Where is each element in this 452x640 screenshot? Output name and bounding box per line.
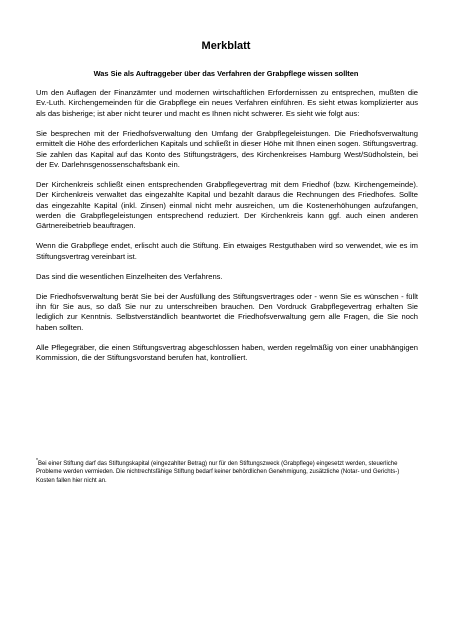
paragraph-stiftungsvertrag: Sie besprechen mit der Friedhofsverwaltung den Umfang der Grabpflegeleistungen. Die Friedhofsverwaltung ermittelt die Höhe des erforderlichen Kapitals und schließt in dieser Höhe mit Ihnen einen sogen. Stiftungsvertrag. Sie zahlen das Kapital auf das Konto des Stiftungsträgers, des Kirchenkreises Hamburg West/Südholstein, bei der Ev. Darlehnsgenossenschaftsbank ein.: [36, 128, 419, 169]
document-body: [36, 88, 418, 373]
paragraph-intro: Um den Auflagen der Finanzämter und modernen wirtschaftlichen Erfordernissen zu entsprechen, mußten die Ev.-Luth. Kirchengemeinden für die Grabpflege ein neues Verfahren einführen. Es sieht etwas komplizierter aus als das bisherige; ist aber nicht teurer und macht es Ihnen nicht schwerer. Es sieht wie folgt aus:: [36, 88, 418, 118]
footnote-text: Bei einer Stiftung darf das Stiftungskapital (eingezahlter Betrag) nur für den Stiftungszweck (Grabpflege) eingesetzt werden, steuerliche Probleme werden vermieden. Die nichtrechtsfähige Stiftung bedarf keiner behördlichen Genehmigung, zusätzliche (Notar- und Gerichts-) Kosten fallen hier nicht an.: [36, 461, 400, 484]
document-subtitle: Was Sie als Auftraggeber über das Verfahren der Grabpflege wissen sollten: [93, 69, 359, 78]
footnote: [36, 460, 418, 485]
paragraph-ende-grabpflege: Wenn die Grabpflege endet, erlischt auch die Stiftung. Ein etwaiges Restguthaben wird so verwendet, wie es im Stiftungsvertrag vereinbart ist.: [36, 241, 418, 261]
footnote-marker: *: [36, 458, 38, 464]
paragraph-beratung: Die Friedhofsverwaltung berät Sie bei der Ausfüllung des Stiftungsvertrages oder - wenn Sie es wünschen - füllt ihn für Sie aus, so daß Sie nur zu unterschreiben brauchen. Den Vordruck Grabpflegevertrag erhalten Sie lediglich zur Kenntnis. Selbstverständlich beantwortet die Friedhofsverwaltung gern alle Fragen, die Sie noch haben sollten.: [36, 291, 418, 332]
document-title: Merkblatt: [201, 40, 251, 52]
paragraph-kirchenkreis: Der Kirchenkreis schließt einen entsprechenden Grabpflegevertrag mit dem Friedhof (bzw. Kirchengemeinde). Der Kirchenkreis verwaltet das eingezahlte Kapital und bezahlt daraus die Rechnungen des Friedhofes. Sollte das eingezahlte Kapital (inkl. Zinsen) einmal nicht mehr ausreichen, um die Kostenerhöhungen aufzufangen, werden die Grabpflegeleistungen entsprechend reduziert. Der Kirchenkreis kann ggf. auch einen anderen Gärtnereibetrieb beauftragen.: [36, 179, 418, 231]
paragraph-kontrolle: Alle Pflegegräber, die einen Stiftungsvertrag abgeschlossen haben, werden regelmäßig von einer unabhängigen Kommission, die der Stiftungsvorstand berufen hat, kontrolliert.: [36, 342, 418, 363]
paragraph-zusammenfassung: Das sind die wesentlichen Einzelheiten des Verfahrens.: [36, 271, 223, 281]
